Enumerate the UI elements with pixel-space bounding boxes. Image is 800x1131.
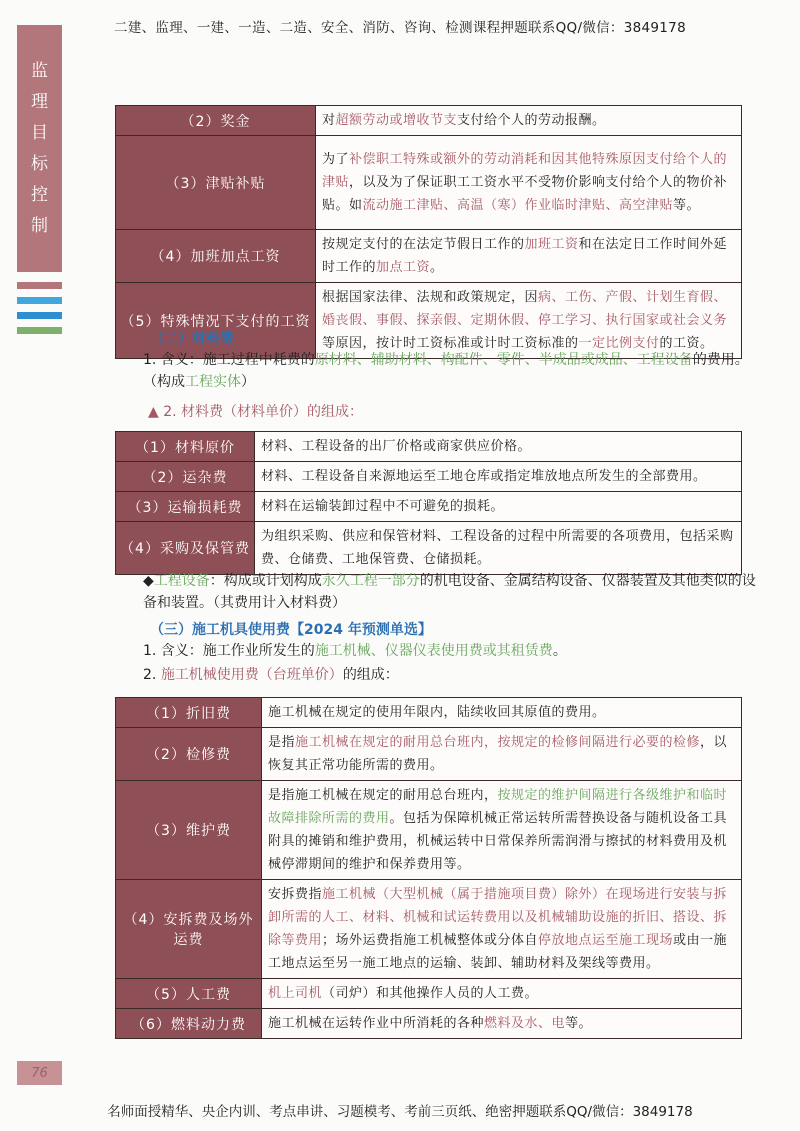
text-segment: 为了 <box>322 152 350 167</box>
text-segment: ，以恢复其正常功能所需的费用。 <box>268 735 728 773</box>
text-segment: 等原因，按计时工资标准或计时工资标准的 <box>322 336 579 351</box>
highlighted-text: 永久工程一部分 <box>321 573 420 589</box>
machinery-definition <box>143 640 763 662</box>
material-table <box>115 431 742 575</box>
text-segment: ，以及为了保证职工工资水平不受物价影响支付给个人的物价补贴。如 <box>322 175 728 213</box>
text-segment: 。 <box>552 643 567 659</box>
row-description <box>262 698 742 728</box>
table-row <box>116 522 742 575</box>
row-label: （3）运输损耗费 <box>116 492 255 522</box>
equipment-note <box>143 570 763 614</box>
text-segment: 1. 含义：施工过程中耗费的 <box>143 352 315 368</box>
highlighted-text: 停放地点运至施工现场 <box>538 933 674 948</box>
row-label: （2）运杂费 <box>116 462 255 492</box>
row-label: （1）折旧费 <box>116 698 262 728</box>
highlighted-text: 机上司机 <box>268 986 323 1001</box>
row-label: （2）检修费 <box>116 728 262 781</box>
text-segment: 的费用。（构成 <box>143 352 749 390</box>
text-segment: 支付给个人的劳动报酬。 <box>457 113 606 128</box>
highlighted-text: 工程实体 <box>185 374 241 390</box>
material-composition-note <box>148 401 363 421</box>
table-row <box>116 698 742 728</box>
highlighted-text: 工程设备 <box>153 573 210 589</box>
text-segment: 是指施工机械在规定的耐用总台班内， <box>268 788 498 803</box>
table-row <box>116 728 742 781</box>
text-segment: 对 <box>322 113 336 128</box>
row-description <box>262 979 742 1009</box>
text-segment: 等。 <box>565 1016 593 1031</box>
material-definition <box>143 349 763 393</box>
page-number: 76 <box>17 1061 62 1085</box>
row-label: （4）安拆费及场外运费 <box>116 880 262 979</box>
text-segment: 材料、工程设备的出厂价格或商家供应价格。 <box>261 439 532 454</box>
row-label: （4）采购及保管费 <box>116 522 255 575</box>
highlighted-text: 加点工资 <box>376 260 431 275</box>
side-tab-char: 监 <box>31 60 48 81</box>
row-description <box>255 432 742 462</box>
wage-table <box>115 105 742 359</box>
row-description <box>316 136 742 230</box>
section-title-material: （二）材料费 <box>150 331 234 347</box>
text-segment: （司炉）和其他操作人员的人工费。 <box>322 986 539 1001</box>
text-segment: 的组成： <box>342 667 399 683</box>
row-description <box>262 880 742 979</box>
text-segment: 。 <box>430 260 444 275</box>
row-label: （3）维护费 <box>116 781 262 880</box>
side-tab-char: 控 <box>31 184 48 205</box>
text-segment: ；场外运费指施工机械整体或分体自 <box>322 933 539 948</box>
text-segment: 等。 <box>673 198 701 213</box>
highlighted-text: 流动施工津贴、高温（寒）作业临时津贴、高空津贴 <box>362 198 674 213</box>
row-label: （4）加班加点工资 <box>116 230 316 283</box>
table-row <box>116 492 742 522</box>
text-segment: 材料在运输装卸过程中不可避免的损耗。 <box>261 499 505 514</box>
table-row <box>116 1009 742 1039</box>
text-segment: 2. <box>143 667 161 683</box>
text-segment: ◆ <box>143 573 154 589</box>
highlighted-text: 一定比例支付 <box>578 336 660 351</box>
row-description <box>255 522 742 575</box>
text-segment: 施工机械在规定的使用年限内，陆续收回其原值的费用。 <box>268 705 606 720</box>
table-row <box>116 432 742 462</box>
table-row <box>116 136 742 230</box>
table-row <box>116 106 742 136</box>
text-segment: 材料、工程设备自来源地运至工地仓库或指定堆放地点所发生的全部费用。 <box>261 469 707 484</box>
text-segment: 根据国家法律、法规和政策规定，因 <box>322 290 539 305</box>
row-description <box>255 462 742 492</box>
row-description <box>255 492 742 522</box>
highlighted-text: 施工机械、仪器仪表使用费或其租赁费 <box>314 643 553 659</box>
row-label: （1）材料原价 <box>116 432 255 462</box>
row-description <box>262 728 742 781</box>
text-segment: 是指 <box>268 735 296 750</box>
highlighted-text: 超额劳动或增收节支 <box>335 113 458 128</box>
side-tab-char: 目 <box>31 122 48 143</box>
table-row <box>116 230 742 283</box>
row-description <box>316 106 742 136</box>
side-bar <box>17 282 62 289</box>
text-segment: ） <box>241 374 255 390</box>
side-tab-char: 理 <box>31 91 48 112</box>
row-label: （5）人工费 <box>116 979 262 1009</box>
side-tab-char: 制 <box>31 215 48 236</box>
side-color-bars <box>17 282 62 342</box>
table-row <box>116 979 742 1009</box>
highlighted-text: 病、工伤、产假、计划生育假、婚丧假、事假、探亲假、定期休假、停工学习、执行国家或社会义务 <box>322 290 728 328</box>
row-description <box>316 283 742 359</box>
text-segment: 为组织采购、供应和保管材料、工程设备的过程中所需要的各项费用，包括采购费、仓储费、工地保管费、仓储损耗。 <box>261 529 734 567</box>
row-label: （3）津贴补贴 <box>116 136 316 230</box>
highlighted-text: 施工机械（大型机械（属于措施项目费）除外）在现场进行安装与拆卸所需的人工、材料、机械和试运转费用以及机械辅助设施的折旧、搭设、拆除等费用 <box>268 887 728 948</box>
row-label: （6）燃料动力费 <box>116 1009 262 1039</box>
highlighted-text: 按规定的维护间隔进行各级维护和临时故障排除所需的费用 <box>268 788 728 826</box>
highlighted-text: 补偿职工特殊或额外的劳动消耗和因其他特殊原因支付给个人的津贴 <box>322 152 728 190</box>
section-title-machinery: （三）施工机具使用费【2024 年预测单选】 <box>150 622 432 638</box>
row-label: （2）奖金 <box>116 106 316 136</box>
text-segment: 。包括为保障机械正常运转所需替换设备与随机设备工具附具的摊销和维护费用，机械运转中日常保养所需润滑与擦拭的材料费用及机械停滞期间的维护和保养费用等。 <box>268 811 728 872</box>
highlighted-text: 施工机械在规定的耐用总台班内，按规定的检修间隔进行必要的检修 <box>295 735 701 750</box>
chapter-side-tab <box>17 25 62 272</box>
side-tab-char: 标 <box>31 153 48 174</box>
text-segment: 的机电设备、金属结构设备、仪器装置及其他类似的设备和装置。（其费用计入材料费） <box>143 573 756 611</box>
table-row <box>116 462 742 492</box>
text-segment: 和在法定日工作时间外延时工作的 <box>322 237 728 275</box>
text-segment: 或由一施工地点运至另一施工地点的运输、装卸、辅助材料及架线等费用。 <box>268 933 728 971</box>
side-bar <box>17 297 62 304</box>
side-bar <box>17 327 62 334</box>
row-description <box>262 1009 742 1039</box>
side-bar <box>17 312 62 319</box>
table-row <box>116 880 742 979</box>
text-segment: 安拆费指 <box>268 887 323 902</box>
text-segment: 的工资。 <box>659 336 714 351</box>
text-segment: 2. 材料费（材料单价）的组成： <box>158 404 364 420</box>
text-segment: 按规定支付的在法定节假日工作的 <box>322 237 525 252</box>
highlighted-text: 原材料、辅助材料、构配件、零件、半成品或成品、工程设备 <box>314 352 693 368</box>
highlighted-text: ▲ <box>148 404 159 420</box>
highlighted-text: 施工机械使用费（台班单价） <box>160 667 343 683</box>
page-footer: 名师面授精华、央企内训、考点串讲、习题模考、考前三页纸、绝密押题联系QQ/微信：3849178 <box>107 1104 693 1120</box>
text-segment: ：构成或计划构成 <box>209 573 322 589</box>
machinery-composition <box>143 664 763 686</box>
highlighted-text: 燃料及水、电 <box>484 1016 566 1031</box>
page-header: 二建、监理、一建、一造、二造、安全、消防、咨询、检测课程押题联系QQ/微信：3849178 <box>114 20 686 36</box>
row-label: （5）特殊情况下支付的工资 <box>116 283 316 359</box>
table-row <box>116 781 742 880</box>
text-segment: 1. 含义：施工作业所发生的 <box>143 643 315 659</box>
row-description <box>316 230 742 283</box>
highlighted-text: 加班工资 <box>524 237 579 252</box>
row-description <box>262 781 742 880</box>
text-segment: 施工机械在运转作业中所消耗的各种 <box>268 1016 485 1031</box>
machinery-table <box>115 697 742 1039</box>
